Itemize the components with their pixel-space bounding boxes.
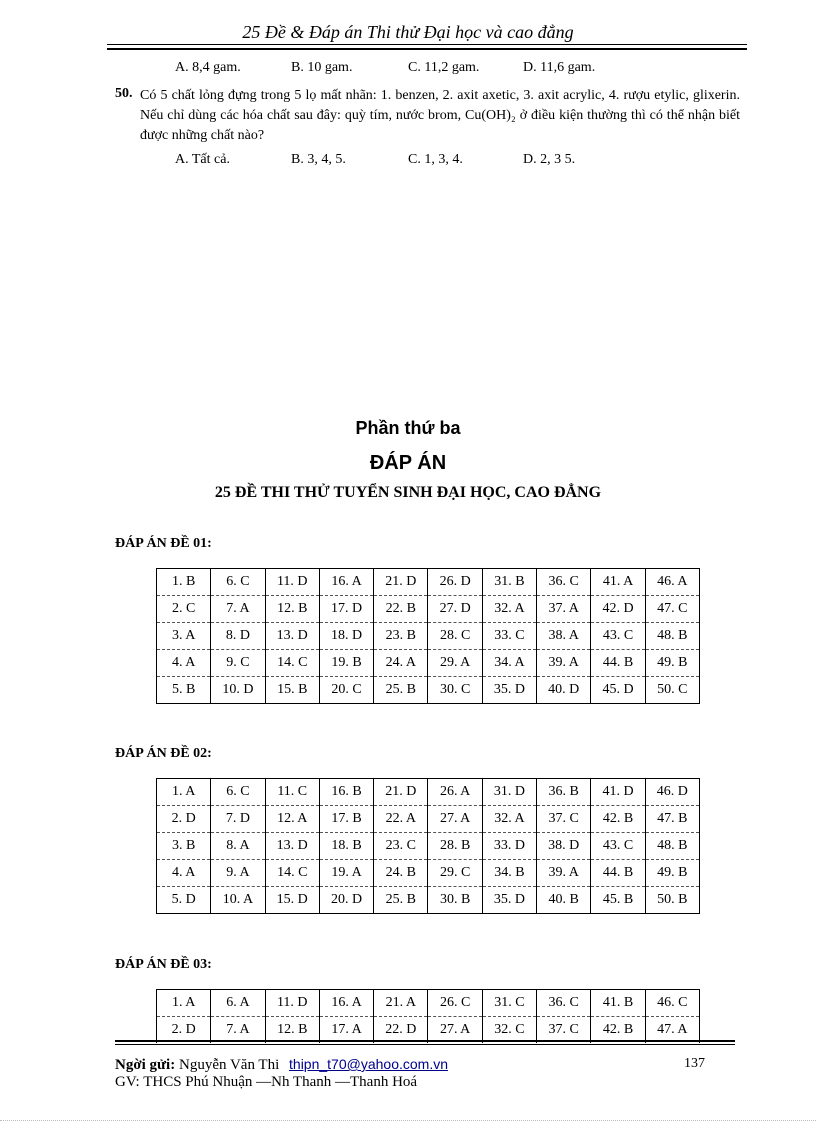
answer-cell: 16. A — [319, 569, 373, 596]
answer-cell: 18. D — [319, 623, 373, 650]
answer-cell: 46. A — [645, 569, 699, 596]
answer-cell: 18. B — [319, 833, 373, 860]
question-number: 50. — [115, 86, 133, 101]
answer-cell: 24. A — [374, 650, 428, 677]
answer-cell: 6. A — [211, 990, 265, 1017]
answer-cell: 27. A — [428, 1017, 482, 1044]
answer-cell: 16. A — [319, 990, 373, 1017]
answer-row — [157, 677, 700, 704]
answer-cell: 4. A — [157, 650, 211, 677]
section-subtitle: 25 ĐỀ THI THỬ TUYỂN SINH ĐẠI HỌC, CAO ĐẲNG — [214, 484, 602, 501]
answer-cell: 48. B — [645, 833, 699, 860]
answer-cell: 28. C — [428, 623, 482, 650]
answer-cell: 21. D — [374, 779, 428, 806]
option-a: A. 8,4 gam. — [175, 60, 241, 75]
answer-cell: 46. C — [645, 990, 699, 1017]
answer-cell: 42. B — [591, 1017, 645, 1044]
answer-cell: 50. C — [645, 677, 699, 704]
answer-cell: 26. C — [428, 990, 482, 1017]
answer-table — [156, 989, 700, 1043]
answer-row — [157, 833, 700, 860]
answer-cell: 1. A — [157, 990, 211, 1017]
answer-cell: 47. C — [645, 596, 699, 623]
answer-cell: 39. A — [537, 860, 591, 887]
answer-cell: 36. B — [537, 779, 591, 806]
answer-cell: 23. B — [374, 623, 428, 650]
answer-cell: 2. C — [157, 596, 211, 623]
answer-cell: 33. D — [482, 833, 536, 860]
answer-cell: 11. D — [265, 569, 319, 596]
footer-sender — [115, 1056, 448, 1074]
answer-cell: 27. A — [428, 806, 482, 833]
header-rule — [107, 44, 747, 45]
option-c: C. 11,2 gam. — [408, 60, 480, 75]
answer-cell: 16. B — [319, 779, 373, 806]
answer-cell: 12. B — [265, 596, 319, 623]
footer-rule — [115, 1040, 735, 1042]
answer-cell: 32. C — [482, 1017, 536, 1044]
answer-cell: 2. D — [157, 1017, 211, 1044]
sender-name: Nguyễn Văn Thi — [178, 1057, 280, 1073]
answer-cell: 29. A — [428, 650, 482, 677]
answer-row — [157, 860, 700, 887]
header-rule — [107, 48, 747, 50]
answer-cell: 10. D — [211, 677, 265, 704]
answer-cell: 5. B — [157, 677, 211, 704]
page-bottom-dots — [0, 1120, 816, 1121]
answer-cell: 50. B — [645, 887, 699, 914]
answer-table — [156, 778, 700, 914]
answer-cell: 9. C — [211, 650, 265, 677]
answer-cell: 13. D — [265, 833, 319, 860]
answer-cell: 12. B — [265, 1017, 319, 1044]
answer-cell: 7. D — [211, 806, 265, 833]
answer-cell: 9. A — [211, 860, 265, 887]
answer-cell: 37. C — [537, 1017, 591, 1044]
answer-cell: 32. A — [482, 596, 536, 623]
answer-cell: 39. A — [537, 650, 591, 677]
answer-row — [157, 806, 700, 833]
page-header-title: 25 Đề & Đáp án Thi thử Đại học và cao đẳng — [242, 22, 574, 42]
answer-cell: 45. D — [591, 677, 645, 704]
answer-cell: 34. B — [482, 860, 536, 887]
answer-cell: 36. C — [537, 569, 591, 596]
answer-cell: 6. C — [211, 779, 265, 806]
answer-cell: 21. A — [374, 990, 428, 1017]
answer-cell: 33. C — [482, 623, 536, 650]
answer-cell: 22. A — [374, 806, 428, 833]
answer-cell: 14. C — [265, 860, 319, 887]
answer-cell: 8. A — [211, 833, 265, 860]
answer-cell: 37. C — [537, 806, 591, 833]
answer-cell: 6. C — [211, 569, 265, 596]
answer-cell: 26. A — [428, 779, 482, 806]
exam-heading: ĐÁP ÁN ĐỀ 01: — [115, 536, 212, 551]
answer-table — [156, 568, 700, 704]
answer-cell: 31. C — [482, 990, 536, 1017]
answer-cell: 31. B — [482, 569, 536, 596]
answer-cell: 8. D — [211, 623, 265, 650]
exam-heading: ĐÁP ÁN ĐỀ 03: — [115, 957, 212, 972]
answer-cell: 25. B — [374, 677, 428, 704]
answer-cell: 42. B — [591, 806, 645, 833]
answer-cell: 17. B — [319, 806, 373, 833]
answer-cell: 40. B — [537, 887, 591, 914]
answer-cell: 28. B — [428, 833, 482, 860]
section-label: Phần thứ ba — [355, 418, 461, 438]
option-c: C. 1, 3, 4. — [408, 152, 463, 167]
answer-table-clip — [150, 985, 710, 1043]
answer-cell: 31. D — [482, 779, 536, 806]
answer-row — [157, 779, 700, 806]
answer-cell: 3. A — [157, 623, 211, 650]
answer-cell: 22. D — [374, 1017, 428, 1044]
sender-label: Ngời gửi: — [115, 1057, 176, 1073]
answer-cell: 4. A — [157, 860, 211, 887]
answer-cell: 14. C — [265, 650, 319, 677]
answer-cell: 24. B — [374, 860, 428, 887]
answer-row — [157, 623, 700, 650]
answer-cell: 22. B — [374, 596, 428, 623]
answer-cell: 2. D — [157, 806, 211, 833]
answer-cell: 38. A — [537, 623, 591, 650]
answer-cell: 44. B — [591, 650, 645, 677]
answer-cell: 36. C — [537, 990, 591, 1017]
answer-cell: 41. D — [591, 779, 645, 806]
question-text: Có 5 chất lỏng đựng trong 5 lọ mất nhãn: 1. benzen, 2. axit axetic, 3. axit acrylic, 4. rượu etylic, glixerin. Nếu chỉ dùng các hóa chất sau đây: quỳ tím, nước brom, Cu(OH)₂ ở điều kiện thường thì có thể nhận biết được những chất nào? — [140, 88, 740, 143]
answer-cell: 19. A — [319, 860, 373, 887]
answer-cell: 45. B — [591, 887, 645, 914]
section-title: ĐÁP ÁN — [369, 452, 447, 474]
answer-cell: 23. C — [374, 833, 428, 860]
answer-cell: 26. D — [428, 569, 482, 596]
footer-affiliation: GV: THCS Phú Nhuận —Nh Thanh —Thanh Hoá — [115, 1074, 418, 1090]
answer-cell: 20. C — [319, 677, 373, 704]
page-number: 137 — [684, 1056, 705, 1071]
answer-cell: 11. D — [265, 990, 319, 1017]
answer-cell: 47. B — [645, 806, 699, 833]
answer-cell: 29. C — [428, 860, 482, 887]
answer-cell: 21. D — [374, 569, 428, 596]
answer-cell: 15. D — [265, 887, 319, 914]
answer-cell: 30. C — [428, 677, 482, 704]
answer-cell: 1. A — [157, 779, 211, 806]
answer-cell: 40. D — [537, 677, 591, 704]
answer-cell: 34. A — [482, 650, 536, 677]
answer-cell: 3. B — [157, 833, 211, 860]
answer-cell: 30. B — [428, 887, 482, 914]
answer-cell: 5. D — [157, 887, 211, 914]
answer-cell: 17. A — [319, 1017, 373, 1044]
answer-cell: 41. B — [591, 990, 645, 1017]
answer-cell: 11. C — [265, 779, 319, 806]
answer-cell: 25. B — [374, 887, 428, 914]
exam-heading: ĐÁP ÁN ĐỀ 02: — [115, 746, 212, 761]
answer-row — [157, 887, 700, 914]
answer-cell: 49. B — [645, 860, 699, 887]
option-d: D. 2, 3 5. — [523, 152, 576, 167]
answer-cell: 7. A — [211, 1017, 265, 1044]
answer-cell: 43. C — [591, 833, 645, 860]
answer-row — [157, 569, 700, 596]
answer-cell: 48. B — [645, 623, 699, 650]
answer-cell: 46. D — [645, 779, 699, 806]
answer-row — [157, 990, 700, 1017]
option-d: D. 11,6 gam. — [523, 60, 596, 75]
answer-cell: 20. D — [319, 887, 373, 914]
answer-cell: 35. D — [482, 887, 536, 914]
answer-cell: 19. B — [319, 650, 373, 677]
footer-rule — [115, 1044, 735, 1045]
answer-cell: 10. A — [211, 887, 265, 914]
answer-cell: 27. D — [428, 596, 482, 623]
option-b: B. 10 gam. — [291, 60, 353, 75]
answer-row — [157, 650, 700, 677]
answer-cell: 15. B — [265, 677, 319, 704]
answer-cell: 35. D — [482, 677, 536, 704]
answer-cell: 49. B — [645, 650, 699, 677]
answer-cell: 47. A — [645, 1017, 699, 1044]
answer-cell: 1. B — [157, 569, 211, 596]
answer-row — [157, 596, 700, 623]
answer-cell: 42. D — [591, 596, 645, 623]
answer-cell: 37. A — [537, 596, 591, 623]
option-a: A. Tất cả. — [175, 152, 230, 167]
answer-cell: 41. A — [591, 569, 645, 596]
option-b: B. 3, 4, 5. — [291, 152, 346, 167]
answer-cell: 7. A — [211, 596, 265, 623]
answer-cell: 38. D — [537, 833, 591, 860]
answer-cell: 44. B — [591, 860, 645, 887]
answer-cell: 32. A — [482, 806, 536, 833]
answer-cell: 13. D — [265, 623, 319, 650]
answer-cell: 12. A — [265, 806, 319, 833]
sender-email-link[interactable]: thipn_t70@yahoo.com.vn — [289, 1056, 448, 1072]
answer-cell: 43. C — [591, 623, 645, 650]
answer-cell: 17. D — [319, 596, 373, 623]
